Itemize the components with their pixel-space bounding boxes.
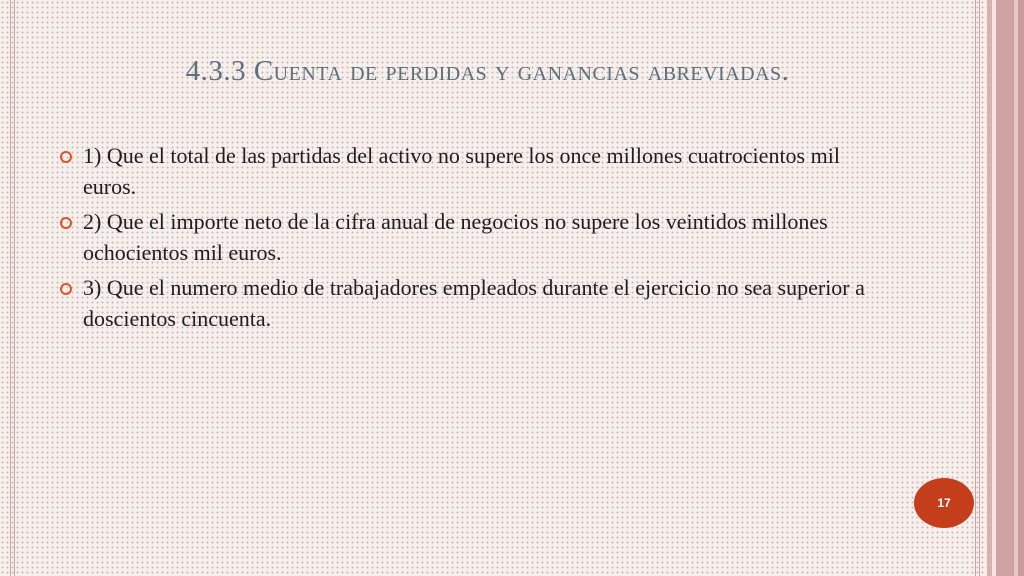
frame-line-right-inner — [975, 0, 976, 576]
bullet-item-1 — [60, 140, 890, 202]
slide-title: 4.3.3 Cuenta de perdidas y ganancias abreviadas. — [185, 55, 790, 87]
bullet-ring-icon — [60, 283, 72, 295]
bullet-ring-icon — [60, 151, 72, 163]
decorative-side-bar — [987, 0, 1024, 576]
bullet-ring-icon — [60, 217, 72, 229]
bullet-text: 2) Que el importe neto de la cifra anual de negocios no supere los veintidos millones ochocientos mil euros. — [83, 209, 828, 265]
page-number-badge: 17 — [914, 478, 974, 528]
bullet-item-2 — [60, 206, 890, 268]
bullet-item-3 — [60, 272, 890, 334]
bullet-list — [60, 140, 890, 338]
frame-line-right-outer — [979, 0, 980, 576]
bullet-text: 1) Que el total de las partidas del activo no supere los once millones cuatrocientos mil euros. — [83, 143, 840, 199]
bullet-text: 3) Que el numero medio de trabajadores empleados durante el ejercicio no sea superior a doscientos cincuenta. — [83, 275, 865, 331]
